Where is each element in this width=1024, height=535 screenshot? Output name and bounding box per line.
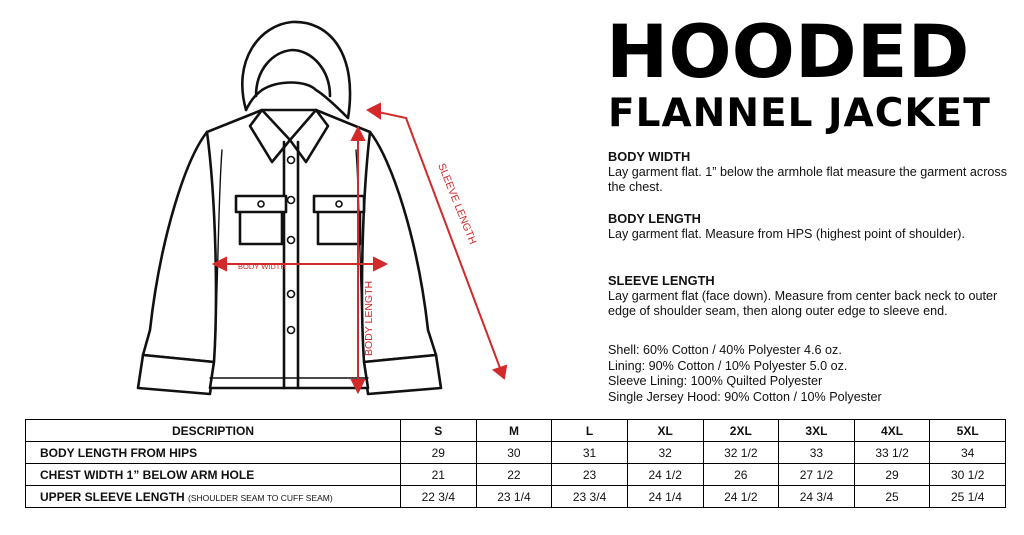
table-cell: 22 bbox=[476, 464, 552, 486]
header-cell: DESCRIPTION bbox=[26, 420, 401, 442]
table-cell: 23 3/4 bbox=[552, 486, 628, 508]
table-cell: 30 1/2 bbox=[930, 464, 1006, 486]
button bbox=[288, 197, 295, 204]
button bbox=[288, 237, 295, 244]
table-cell: 25 1/4 bbox=[930, 486, 1006, 508]
table-cell: 29 bbox=[854, 464, 930, 486]
button bbox=[288, 291, 295, 298]
arrow-head bbox=[368, 104, 380, 118]
table-cell: 33 bbox=[779, 442, 855, 464]
header-cell: 3XL bbox=[779, 420, 855, 442]
table-row bbox=[26, 442, 1006, 464]
sleeve-length-instructions bbox=[608, 273, 1008, 320]
table-cell: 33 1/2 bbox=[854, 442, 930, 464]
body-length-instructions bbox=[608, 211, 1008, 242]
jacket-body bbox=[207, 110, 370, 388]
title-line-1: HOODED bbox=[606, 10, 970, 95]
table-cell: 26 bbox=[703, 464, 779, 486]
button bbox=[288, 327, 295, 334]
size-chart-table bbox=[25, 419, 1006, 508]
sleeve-length-label: SLEEVE LENGTH bbox=[435, 161, 479, 247]
table-cell: 30 bbox=[476, 442, 552, 464]
header-cell: XL bbox=[627, 420, 703, 442]
body-length-label: BODY LENGTH bbox=[363, 280, 375, 356]
right-cuff bbox=[364, 355, 441, 394]
table-cell: 31 bbox=[552, 442, 628, 464]
table-cell: 24 1/2 bbox=[703, 486, 779, 508]
table-cell: 23 1/4 bbox=[476, 486, 552, 508]
table-row bbox=[26, 486, 1006, 508]
section-text: Lay garment flat. 1” below the armhole flat measure the garment across the chest. bbox=[608, 164, 1007, 194]
table-cell: 25 bbox=[854, 486, 930, 508]
button bbox=[336, 201, 342, 207]
section-text: Lay garment flat (face down). Measure from center back neck to outer edge of shoulder seam, then along outer edge to sleeve end. bbox=[608, 288, 998, 318]
table-cell: 29 bbox=[401, 442, 477, 464]
arrow-head bbox=[494, 366, 506, 378]
table-cell: 34 bbox=[930, 442, 1006, 464]
hood bbox=[242, 22, 350, 118]
row-label: UPPER SLEEVE LENGTH (SHOULDER SEAM TO CUFF SEAM) bbox=[26, 486, 401, 508]
table-cell: 24 1/4 bbox=[627, 486, 703, 508]
section-heading: SLEEVE LENGTH bbox=[608, 273, 715, 288]
jacket-illustration bbox=[120, 18, 540, 400]
button bbox=[288, 157, 295, 164]
header-cell: 4XL bbox=[854, 420, 930, 442]
row-label: CHEST WIDTH 1” BELOW ARM HOLE bbox=[26, 464, 401, 486]
header-cell: S bbox=[401, 420, 477, 442]
table-cell: 22 3/4 bbox=[401, 486, 477, 508]
title-line-2: FLANNEL JACKET bbox=[608, 91, 991, 136]
section-text: Lay garment flat. Measure from HPS (highest point of shoulder). bbox=[608, 226, 965, 241]
header-cell: 5XL bbox=[930, 420, 1006, 442]
table-row bbox=[26, 464, 1006, 486]
table-header-row bbox=[26, 420, 1006, 442]
row-note: (SHOULDER SEAM TO CUFF SEAM) bbox=[188, 492, 333, 503]
button bbox=[258, 201, 264, 207]
table-cell: 32 bbox=[627, 442, 703, 464]
table-cell: 27 1/2 bbox=[779, 464, 855, 486]
row-label: BODY LENGTH FROM HIPS bbox=[26, 442, 401, 464]
right-pocket bbox=[318, 208, 360, 244]
table-cell: 32 1/2 bbox=[703, 442, 779, 464]
table-cell: 21 bbox=[401, 464, 477, 486]
body-width-instructions bbox=[608, 149, 1008, 196]
material-line: Single Jersey Hood: 90% Cotton / 10% Polyester bbox=[608, 389, 882, 404]
header-cell: L bbox=[552, 420, 628, 442]
table-cell: 23 bbox=[552, 464, 628, 486]
header-cell: 2XL bbox=[703, 420, 779, 442]
section-heading: BODY WIDTH bbox=[608, 149, 691, 164]
header-cell: M bbox=[476, 420, 552, 442]
table-cell: 24 1/2 bbox=[627, 464, 703, 486]
table-cell: 24 3/4 bbox=[779, 486, 855, 508]
left-cuff bbox=[138, 355, 214, 394]
material-line: Lining: 90% Cotton / 10% Polyester 5.0 oz. bbox=[608, 358, 848, 373]
body-width-label: BODY WIDTH bbox=[238, 262, 286, 271]
left-pocket bbox=[240, 208, 282, 244]
material-line: Shell: 60% Cotton / 40% Polyester 4.6 oz. bbox=[608, 343, 842, 357]
materials-list bbox=[608, 343, 1008, 405]
section-heading: BODY LENGTH bbox=[608, 211, 701, 226]
material-line: Sleeve Lining: 100% Quilted Polyester bbox=[608, 374, 823, 388]
